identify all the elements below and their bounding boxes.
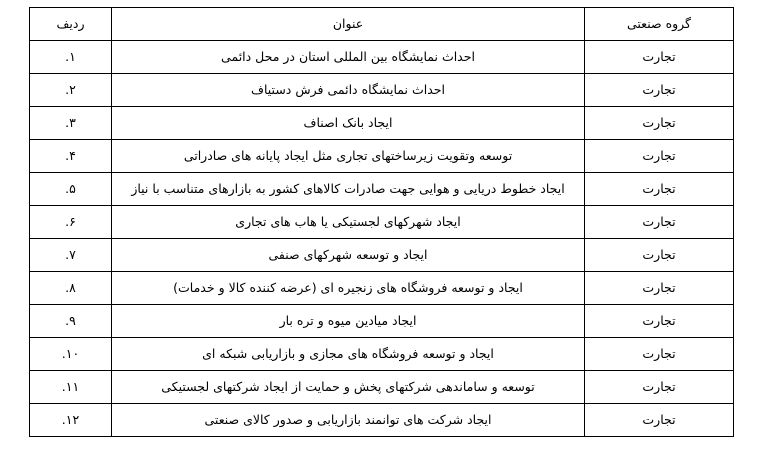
cell-row-number: ۳. [30,107,112,140]
table-row [30,74,734,107]
cell-title: ایجاد بانک اصناف [112,107,585,140]
cell-title: احداث نمایشگاه دائمی فرش دستیاف [112,74,585,107]
table-row [30,140,734,173]
cell-title: ایجاد خطوط دریایی و هوایی جهت صادرات کالاهای کشور به بازارهای متناسب با نیاز [112,173,585,206]
cell-title: ایجاد و توسعه فروشگاه های زنجیره ای (عرضه کننده کالا و خدمات) [112,272,585,305]
cell-group: تجارت [585,107,734,140]
cell-title: توسعه وتقویت زیرساختهای تجاری مثل ایجاد پایانه های صادراتی [112,140,585,173]
cell-group: تجارت [585,140,734,173]
cell-title: ایجاد و توسعه شهرکهای صنفی [112,239,585,272]
cell-group: تجارت [585,338,734,371]
cell-row-number: ۶. [30,206,112,239]
column-header-row: ردیف [30,8,112,41]
cell-group: تجارت [585,272,734,305]
cell-row-number: ۱. [30,41,112,74]
table-row [30,206,734,239]
table-row [30,371,734,404]
cell-row-number: ۴. [30,140,112,173]
cell-row-number: ۵. [30,173,112,206]
cell-row-number: ۱۰. [30,338,112,371]
cell-row-number: ۱۱. [30,371,112,404]
cell-group: تجارت [585,173,734,206]
table-row [30,173,734,206]
cell-title: ایجاد شرکت های توانمند بازاریابی و صدور کالای صنعتی [112,404,585,437]
table-row [30,239,734,272]
cell-title: توسعه و ساماندهی شرکتهای پخش و حمایت از ایجاد شرکتهای لجستیکی [112,371,585,404]
cell-row-number: ۱۲. [30,404,112,437]
table-header [30,8,734,41]
cell-row-number: ۸. [30,272,112,305]
table-row [30,338,734,371]
cell-group: تجارت [585,305,734,338]
cell-row-number: ۷. [30,239,112,272]
cell-group: تجارت [585,206,734,239]
cell-group: تجارت [585,239,734,272]
cell-title: ایجاد شهرکهای لجستیکی یا هاب های تجاری [112,206,585,239]
cell-row-number: ۹. [30,305,112,338]
table-row [30,272,734,305]
cell-group: تجارت [585,41,734,74]
cell-group: تجارت [585,371,734,404]
table-row [30,305,734,338]
column-header-title: عنوان [112,8,585,41]
table-row [30,404,734,437]
table-header-row [30,8,734,41]
projects-table [29,7,734,437]
table-body [30,41,734,437]
table-row [30,107,734,140]
column-header-group: گروه صنعتی [585,8,734,41]
table-row [30,41,734,74]
cell-title: ایجاد میادین میوه و تره بار [112,305,585,338]
cell-title: احداث نمایشگاه بین المللی استان در محل دائمی [112,41,585,74]
cell-group: تجارت [585,404,734,437]
cell-row-number: ۲. [30,74,112,107]
cell-title: ایجاد و توسعه فروشگاه های مجازی و بازاریابی شبکه ای [112,338,585,371]
cell-group: تجارت [585,74,734,107]
